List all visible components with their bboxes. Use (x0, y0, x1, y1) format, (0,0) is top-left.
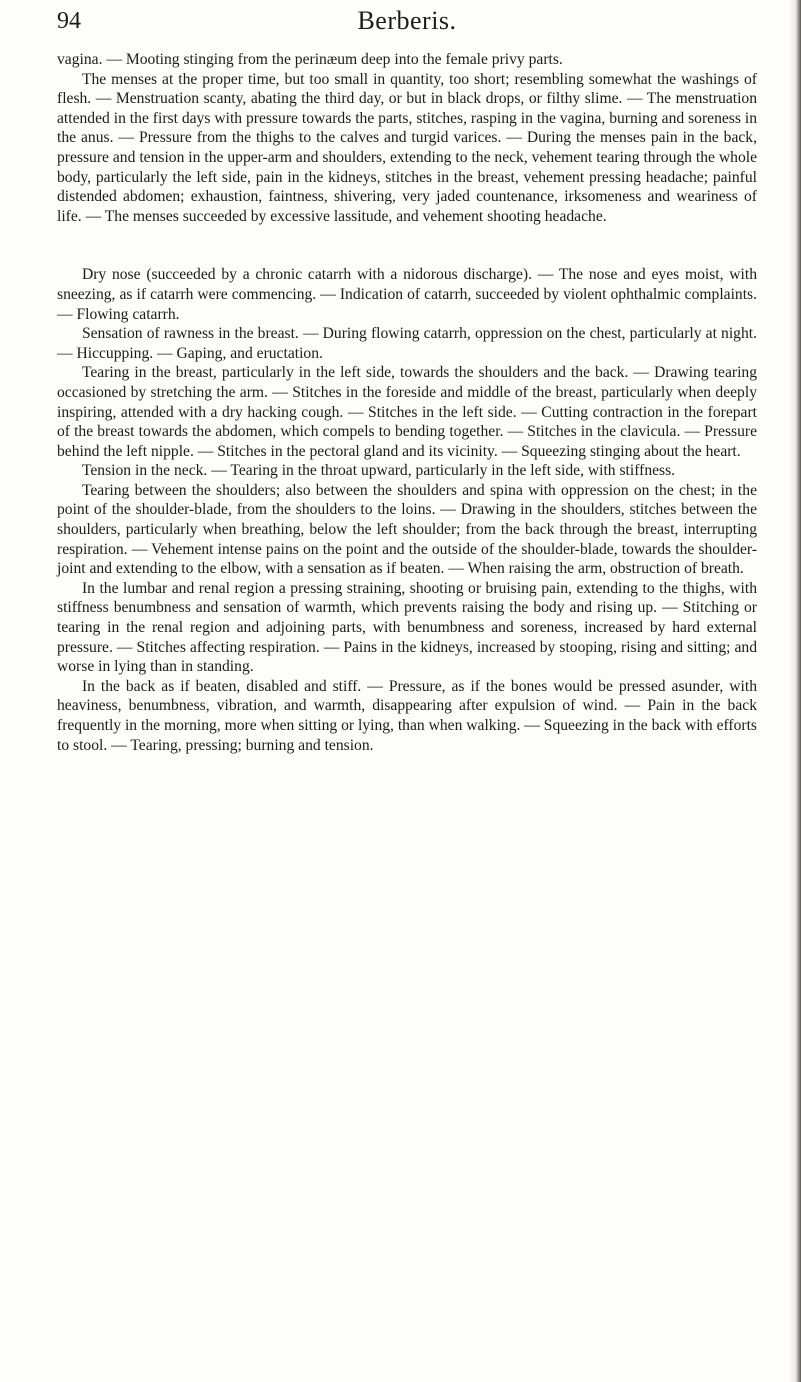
running-title: Berberis. (357, 6, 457, 35)
paragraph-chest: Sensation of rawness in the breast. — During flowing catarrh, oppression on the chest, particularly at night. — Hiccupping. — Gaping, and eructation. (57, 325, 757, 362)
page-body (57, 50, 757, 755)
paragraph-shoulders: Tearing between the shoulders; also between the shoulders and spina with oppression on the chest; in the point of the shoulder-blade, from the shoulders to the loins. — Drawing in the shoulders, stitches between the shoulders, particularly when breathing, below the left shoulder; from the back through the breast, interrupting respiration. — Vehement intense pains on the point and the outside of the shoulder-blade, towards the shoulder-joint and extending to the elbow, with a sensation as if beaten. — When raising the arm, obstruction of breath. (57, 481, 757, 578)
page-header (57, 6, 757, 42)
paragraph-nose: Dry nose (succeeded by a chronic catarrh with a nidorous discharge). — The nose and eyes moist, with sneezing, as if catarrh were commencing. — Indication of catarrh, succeeded by violent ophthalmic complaints. — Flowing catarrh. (57, 266, 757, 323)
paragraph-menses: The menses at the proper time, but too small in quantity, too short; resembling somewhat the washings of flesh. — Menstruation scanty, abating the third day, or but in black drops, or filthy slime. — The menstruation attended in the first days with pressure towards the parts, stitches, rasping in the vagina, burning and soreness in the anus. — Pressure from the thighs to the calves and turgid varices. — During the menses pain in the back, pressure and tension in the upper-arm and shoulders, extending to the neck, vehement tearing through the whole body, particularly the left side, pain in the kidneys, stitches in the breast, vehement pressing headache; painful distended abdomen; exhaustion, faintness, shivering, very jaded countenance, irksomeness and weariness of life. — The menses succeeded by excessive lassitude, and vehement shooting headache. (57, 70, 757, 225)
paragraph-continuation: vagina. — Mooting stinging from the perinæum deep into the female privy parts. (57, 51, 563, 68)
paragraph-back: In the back as if beaten, disabled and stiff. — Pressure, as if the bones would be pressed asunder, with heaviness, benumbness, vibration, and warmth, disappearing after expulsion of wind. — Pain in the back frequently in the morning, more when sitting or lying, than when walking. — Squeezing in the back with efforts to stool. — Tearing, pressing; burning and tension. (57, 677, 757, 754)
paragraph-neck: Tension in the neck. — Tearing in the throat upward, particularly in the left side, with stiffness. (81, 462, 676, 480)
page-number: 94 (57, 8, 81, 34)
paragraph-breast: Tearing in the breast, particularly in the left side, towards the shoulders and the back. — Drawing tearing occasioned by stretching the arm. — Stitches in the foreside and middle of the breast, particularly when deeply inspiring, attended with a dry hacking cough. — Stitches in the left side. — Cutting contraction in the forepart of the breast towards the abdomen, which compels to bending together. — Stitches in the clavicula. — Pressure behind the left nipple. — Stitches in the pectoral gland and its vicinity. — Squeezing stinging about the heart. (57, 364, 757, 460)
page-edge-shadow (789, 0, 801, 1382)
paragraph-lumbar: In the lumbar and renal region a pressing straining, shooting or bruising pain, extending to the thighs, with stiffness benumbness and sensation of warmth, which prevents raising the body and rising up. — Stitching or tearing in the renal region and adjoining parts, with benumbness and soreness, increased by hard external pressure. — Stitches affecting respiration. — Pains in the kidneys, increased by stooping, rising and sitting; and worse in lying than in standing. (57, 579, 757, 676)
